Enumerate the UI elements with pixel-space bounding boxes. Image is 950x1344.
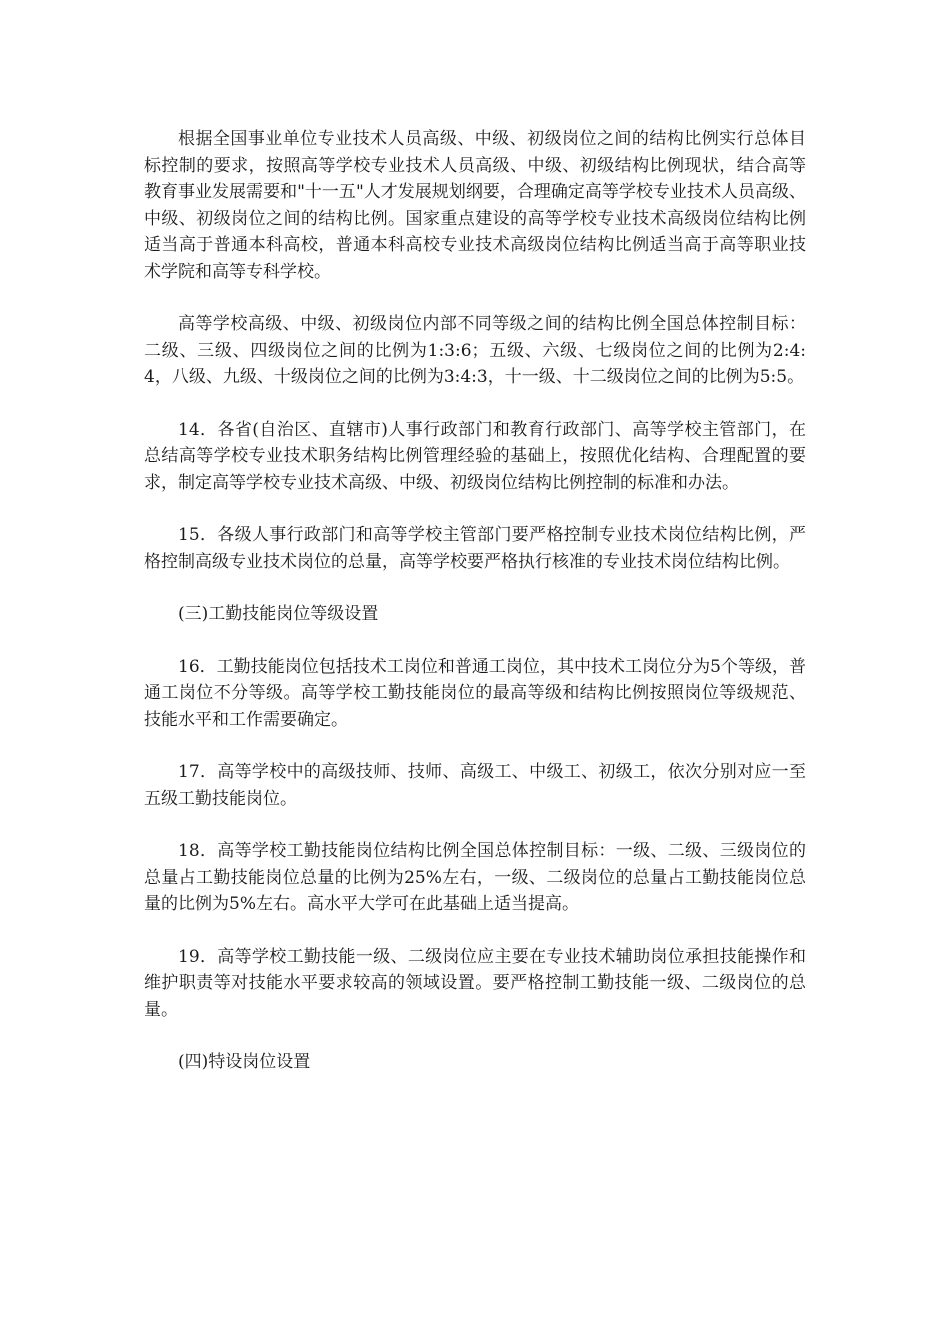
paragraph-item-16: 16．工勤技能岗位包括技术工岗位和普通工岗位，其中技术工岗位分为5个等级，普通工岗位不分等级。高等学校工勤技能岗位的最高等级和结构比例按照岗位等级规范、技能水平和工作需要确定。 (144, 656, 806, 730)
paragraph-item-17: 17．高等学校中的高级技师、技师、高级工、中级工、初级工，依次分别对应一至五级工勤技能岗位。 (144, 762, 806, 809)
paragraph-item-15: 15．各级人事行政部门和高等学校主管部门要严格控制专业技术岗位结构比例，严格控制高级专业技术岗位的总量，高等学校要严格执行核准的专业技术岗位结构比例。 (144, 525, 806, 572)
document-body (144, 126, 806, 1102)
section-heading-4: (四)特设岗位设置 (178, 1052, 311, 1072)
paragraph-item-14: 14．各省(自治区、直辖市)人事行政部门和教育行政部门、高等学校主管部门，在总结高等学校专业技术职务结构比例管理经验的基础上，按照优化结构、合理配置的要求，制定高等学校专业技术高级、中级、初级岗位结构比例控制的标准和办法。 (144, 419, 806, 493)
paragraph-structure-ratio: 根据全国事业单位专业技术人员高级、中级、初级岗位之间的结构比例实行总体目标控制的要求，按照高等学校专业技术人员高级、中级、初级结构比例现状，结合高等教育事业发展需要和"十一五"人才发展规划纲要，合理确定高等学校专业技术人员高级、中级、初级岗位之间的结构比例。国家重点建设的高等学校专业技术高级岗位结构比例适当高于普通本科高校，普通本科高校专业技术高级岗位结构比例适当高于高等职业技术学院和高等专科学校。 (144, 129, 806, 282)
paragraph-item-19: 19．高等学校工勤技能一级、二级岗位应主要在专业技术辅助岗位承担技能操作和维护职责等对技能水平要求较高的领域设置。要严格控制工勤技能一级、二级岗位的总量。 (144, 946, 806, 1020)
section-heading-3: (三)工勤技能岗位等级设置 (178, 604, 379, 624)
paragraph-internal-ratio-targets: 高等学校高级、中级、初级岗位内部不同等级之间的结构比例全国总体控制目标：二级、三级、四级岗位之间的比例为1:3:6；五级、六级、七级岗位之间的比例为2:4:4，八级、九级、十级岗位之间的比例为3:4:3，十一级、十二级岗位之间的比例为5:5。 (144, 314, 806, 387)
paragraph-item-18: 18．高等学校工勤技能岗位结构比例全国总体控制目标：一级、二级、三级岗位的总量占工勤技能岗位总量的比例为25%左右，一级、二级岗位的总量占工勤技能岗位总量的比例为5%左右。高水平大学可在此基础上适当提高。 (144, 841, 806, 914)
